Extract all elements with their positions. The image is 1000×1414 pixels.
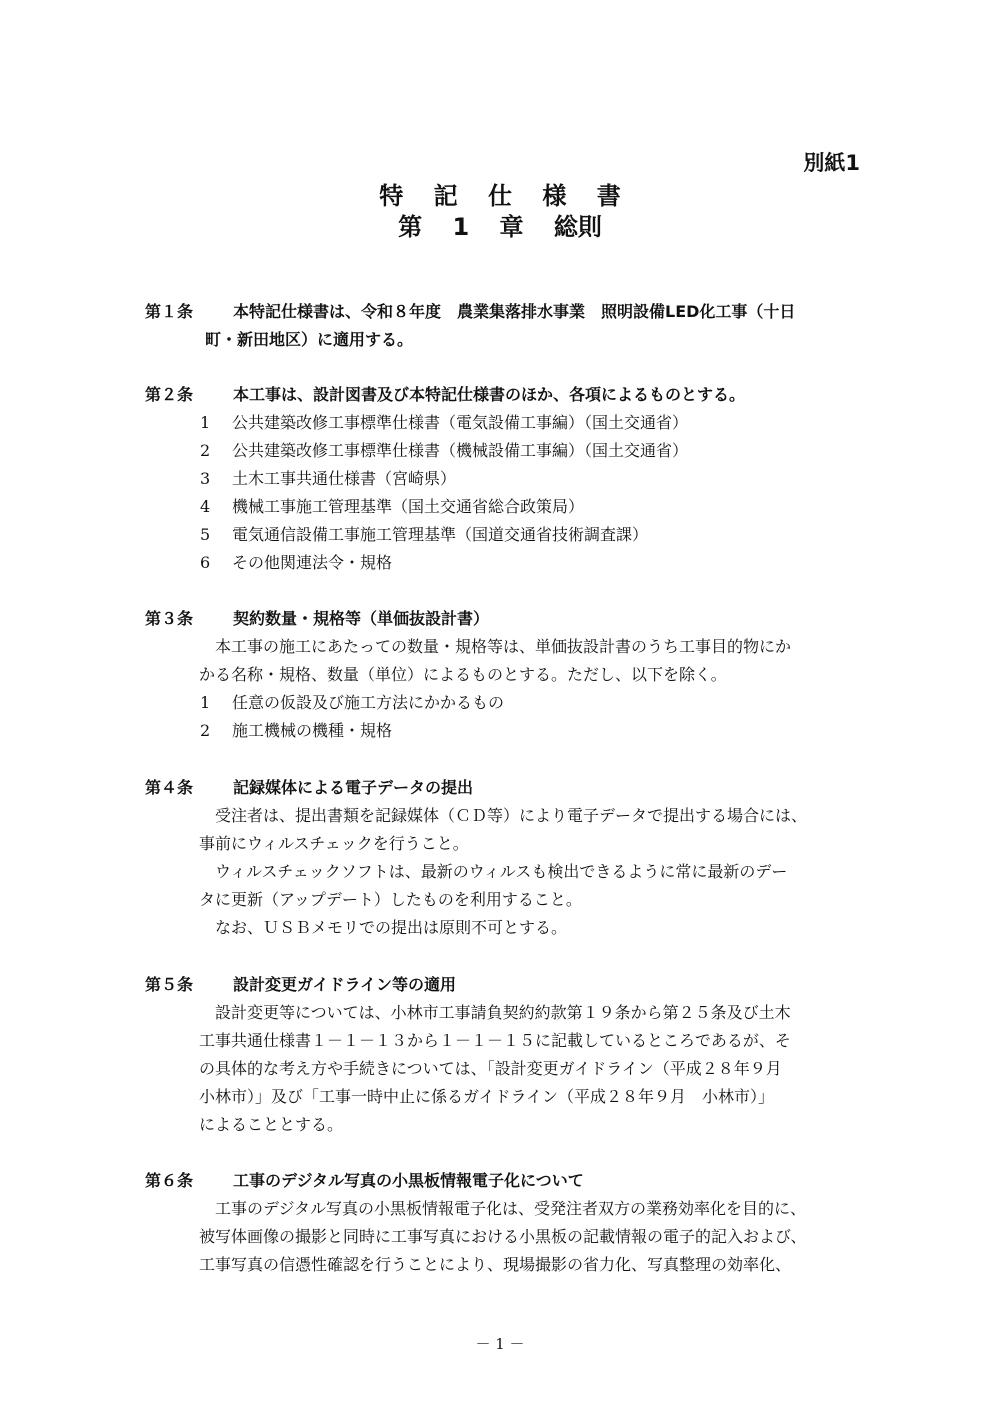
paragraph-line: なお、ＵＳＢメモリでの提出は原則不可とする。 — [199, 918, 568, 937]
list-item — [145, 465, 865, 493]
list-item-number: 3 — [200, 469, 211, 488]
list-item-number: 2 — [200, 721, 211, 740]
paragraph-line: かる名称・規格、数量（単位）によるものとする。ただし、以下を除く。 — [199, 665, 727, 684]
list-item-text: 任意の仮設及び施工方法にかかるもの — [232, 693, 505, 712]
list-item — [145, 549, 865, 577]
article-paragraph — [145, 1195, 865, 1279]
article-heading-text: 設計変更ガイドライン等の適用 — [233, 975, 457, 994]
article-4 — [145, 774, 865, 942]
article-paragraph — [145, 802, 865, 942]
article-number: 第４条 — [145, 778, 194, 797]
article-3 — [145, 605, 865, 745]
article-heading-text: 契約数量・規格等（単価抜設計書） — [233, 609, 490, 628]
list-item-text: 土木工事共通仕様書（宮崎県） — [232, 469, 457, 488]
article-number: 第３条 — [145, 609, 194, 628]
paragraph-line: 本工事の施工にあたっての数量・規格等は、単価抜設計書のうち工事目的物にか — [199, 637, 792, 656]
article-5 — [145, 971, 865, 1139]
attachment-label: 別紙1 — [803, 151, 860, 175]
article-number: 第１条 — [145, 302, 194, 321]
list-item-text: 施工機械の機種・規格 — [232, 721, 393, 740]
page-number: － 1 － — [475, 1335, 525, 1353]
document-title-text: 特 記 仕 様 書 — [379, 182, 621, 210]
list-item — [145, 689, 865, 717]
paragraph-line: ウィルスチェックソフトは、最新のウィルスも検出できるように常に最新のデー — [199, 862, 788, 881]
document-title — [0, 176, 1000, 211]
paragraph-line: 被写体画像の撮影と同時に工事写真における小黒板の記載情報の電子的記入および、 — [199, 1227, 807, 1246]
list-item-number: 4 — [200, 497, 211, 516]
paragraph-line: の具体的な考え方や手続きについては、「設計変更ガイドライン（平成２８年９月 — [199, 1059, 782, 1078]
paragraph-line: 設計変更等については、小林市工事請負契約約款第１９条から第２５条及び土木 — [199, 1003, 791, 1022]
list-item-text: 公共建築改修工事標準仕様書（電気設備工事編）（国土交通省） — [232, 413, 689, 432]
list-item-number: 2 — [200, 441, 211, 460]
paragraph-line: 受注者は、提出書類を記録媒体（ＣＤ等）により電子データで提出する場合には、 — [199, 806, 808, 825]
list-item-text: 機械工事施工管理基準（国土交通省総合政策局） — [232, 497, 585, 516]
article-heading — [145, 774, 865, 802]
article-6 — [145, 1167, 865, 1279]
paragraph-line: 小林市）」及び「工事一時中止に係るガイドライン（平成２８年９月 小林市）」 — [199, 1087, 775, 1106]
article-number: 第６条 — [145, 1171, 194, 1190]
article-paragraph — [145, 633, 865, 689]
list-item — [145, 409, 865, 437]
chapter-title-text: 第 1 章 総則 — [398, 213, 602, 241]
paragraph-line: 工事写真の信憑性確認を行うことにより、現場撮影の省力化、写真整理の効率化、 — [199, 1255, 792, 1274]
article-heading — [145, 298, 865, 326]
paragraph-line: タに更新（アップデート）したものを利用すること。 — [199, 890, 582, 909]
list-item — [145, 493, 865, 521]
list-item-number: 1 — [200, 413, 211, 432]
article-heading — [145, 605, 865, 633]
article-1 — [145, 298, 865, 354]
article-heading-continuation: 町・新田地区）に適用する。 — [205, 330, 414, 349]
paragraph-line: 工事共通仕様書１－１－１３から１－１－１５に記載しているところであるが、そ — [199, 1031, 791, 1050]
list-item-text: 公共建築改修工事標準仕様書（機械設備工事編）（国土交通省） — [232, 441, 689, 460]
article-2 — [145, 381, 865, 577]
article-heading — [145, 1167, 865, 1195]
article-heading — [145, 971, 865, 999]
list-item — [145, 521, 865, 549]
list-item — [145, 437, 865, 465]
chapter-title — [0, 207, 1000, 242]
list-item-number: 5 — [200, 525, 211, 544]
paragraph-line: によることとする。 — [199, 1115, 344, 1134]
article-heading-text: 本工事は、設計図書及び本特記仕様書のほか、各項によるものとする。 — [233, 385, 746, 404]
article-paragraph — [145, 999, 865, 1139]
article-heading-text: 工事のデジタル写真の小黒板情報電子化について — [233, 1171, 584, 1190]
list-item — [145, 717, 865, 745]
article-heading-text: 本特記仕様書は、令和８年度 農業集落排水事業 照明設備LED化工事（十日 — [233, 302, 796, 321]
list-item-number: 1 — [200, 693, 211, 712]
list-item-text: 電気通信設備工事施工管理基準（国道交通省技術調査課） — [232, 525, 649, 544]
article-number: 第２条 — [145, 385, 194, 404]
list-item-text: その他関連法令・規格 — [232, 553, 393, 572]
article-heading-text: 記録媒体による電子データの提出 — [233, 778, 474, 797]
list-item-number: 6 — [200, 553, 211, 572]
paragraph-line: 事前にウィルスチェックを行うこと。 — [199, 834, 469, 853]
paragraph-line: 工事のデジタル写真の小黒板情報電子化は、受発注者双方の業務効率化を目的に、 — [199, 1199, 807, 1218]
article-heading — [145, 381, 865, 409]
article-number: 第５条 — [145, 975, 194, 994]
